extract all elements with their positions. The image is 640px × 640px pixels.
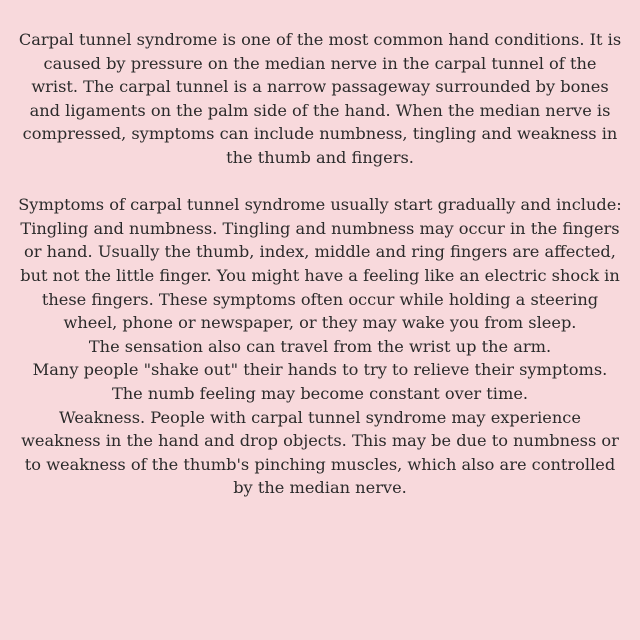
intro-paragraph: Carpal tunnel syndrome is one of the most common hand conditions. It is caused by pressure on the median nerve in the carpal tunnel of the wrist. The carpal tunnel is a narrow passageway surrounded by bones and ligaments on the palm side of the hand. When the median nerve is compressed, symptoms can include numbness, tingling and weakness in the thumb and fingers.	[18, 30, 622, 167]
numb-line: The numb feeling may become constant over time.	[111, 383, 529, 403]
sensation-line: The sensation also can travel from the wrist up the arm.	[88, 336, 552, 356]
shake-line: Many people "shake out" their hands to try to relieve their symptoms.	[32, 360, 608, 380]
weakness-paragraph: Weakness. People with carpal tunnel syndrome may experience weakness in the hand and drop objects. This may be due to numbness or to weakness of the thumb's pinching muscles, which also are controlled by the median nerve.	[21, 407, 619, 498]
tingling-paragraph: Tingling and numbness. Tingling and numbness may occur in the fingers or hand. Usually the thumb, index, middle and ring fingers are affected, but not the little finger. You might have a feeling like an electric shock in these fingers. These symptoms often occur while holding a steering wheel, phone or newspaper, or they may wake you from sleep.	[20, 218, 620, 333]
symptoms-intro: Symptoms of carpal tunnel syndrome usually start gradually and include:	[18, 195, 622, 215]
paragraph-spacer	[18, 170, 622, 194]
